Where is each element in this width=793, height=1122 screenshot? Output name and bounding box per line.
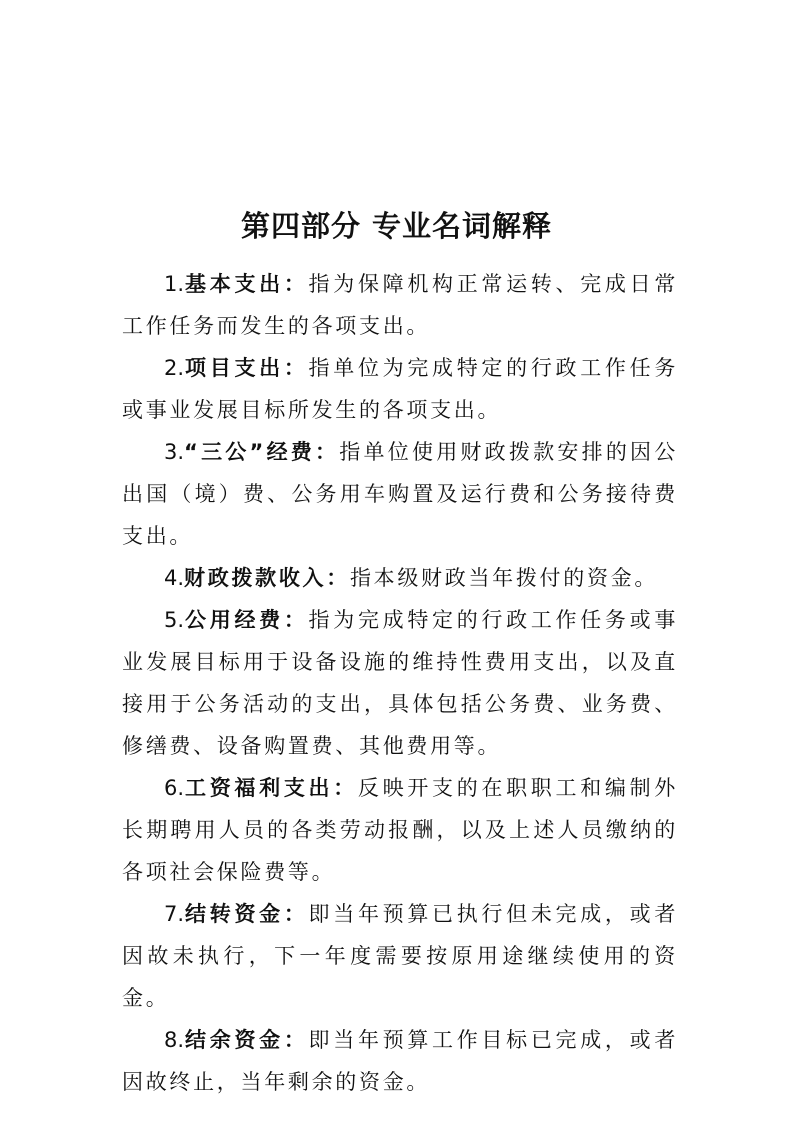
- item-definition: 反映开支的在职职工和编制外长期聘用人员的各类劳动报酬，以及上述人员缴纳的各项社会保险费等。: [122, 776, 678, 884]
- item-term: 基本支出：: [184, 272, 309, 296]
- item-term: 结转资金：: [184, 902, 309, 926]
- glossary-item-3: [122, 431, 678, 557]
- glossary-item-4: [122, 557, 678, 599]
- item-term: 项目支出：: [184, 356, 309, 380]
- item-definition: 指本级财政当年拨付的资金。: [349, 566, 659, 590]
- item-number: 2.: [164, 356, 185, 380]
- item-definition: 指为完成特定的行政工作任务或事业发展目标用于设备设施的维持性费用支出，以及直接用于公务活动的支出，具体包括公务费、业务费、修缮费、设备购置费、其他费用等。: [122, 608, 679, 758]
- item-definition: 指单位为完成特定的行政工作任务或事业发展目标所发生的各项支出。: [122, 356, 679, 422]
- page-title: 第四部分 专业名词解释: [240, 209, 553, 243]
- item-number: 3.: [164, 440, 185, 464]
- glossary-item-8: [122, 1019, 678, 1103]
- item-number: 7.: [164, 902, 185, 926]
- item-number: 8.: [164, 1028, 185, 1052]
- item-term: 公用经费：: [184, 608, 309, 632]
- item-term: 财政拨款收入：: [184, 566, 350, 590]
- item-term: “三公”经费：: [184, 440, 340, 464]
- item-number: 4.: [164, 566, 185, 590]
- item-definition: 即当年预算已执行但未完成，或者因故未执行，下一年度需要按原用途继续使用的资金。: [122, 902, 679, 1010]
- item-number: 6.: [164, 776, 185, 800]
- glossary-item-5: [122, 599, 678, 767]
- glossary-item-6: [122, 767, 678, 893]
- item-definition: 指单位使用财政拨款安排的因公出国（境）费、公务用车购置及运行费和公务接待费支出。: [122, 440, 678, 548]
- item-number: 5.: [164, 608, 185, 632]
- glossary-item-1: [122, 263, 678, 347]
- item-definition: 即当年预算工作目标已完成，或者因故终止，当年剩余的资金。: [122, 1028, 679, 1094]
- item-number: 1.: [164, 272, 185, 296]
- glossary-item-7: [122, 893, 678, 1019]
- item-definition: 指为保障机构正常运转、完成日常工作任务而发生的各项支出。: [122, 272, 679, 338]
- item-term: 工资福利支出：: [184, 776, 358, 800]
- item-term: 结余资金：: [184, 1028, 309, 1052]
- glossary-body: [122, 263, 678, 1103]
- glossary-item-2: [122, 347, 678, 431]
